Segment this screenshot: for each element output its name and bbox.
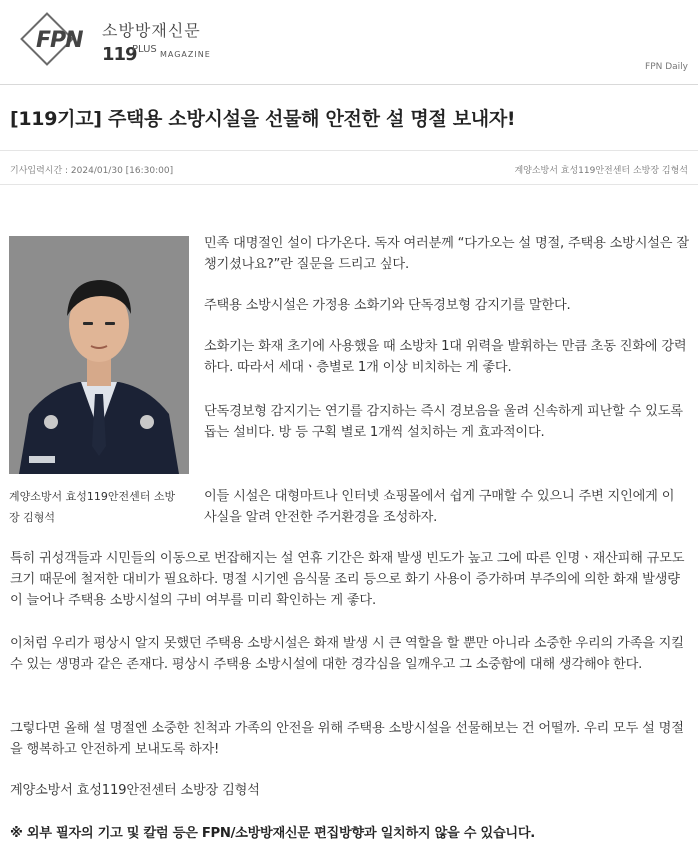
paragraph: 단독경보형 감지기는 연기를 감지하는 즉시 경보음을 울려 신속하게 피난할 수 있도록 돕는 설비다. 방 등 구획 별로 1개씩 설치하는 게 효과적이다. [204,404,683,440]
author-photo [9,236,189,474]
article-byline: 계양소방서 효성119안전센터 소방장 김형석 [514,166,688,176]
brand-magazine: MAGAZINE [160,50,211,59]
photo-caption: 계양소방서 효성119안전센터 소방장 김형석 [9,490,176,524]
divider [0,184,698,185]
brand-plus: PLUS [132,44,157,55]
paragraph: 소화기는 화재 초기에 사용했을 때 소방차 1대 위력을 발휘하는 만큼 초동 진화에 강력하다. 따라서 세대ㆍ층별로 1개 이상 비치하는 게 좋다. [204,339,687,375]
author-portrait-icon [9,236,189,474]
site-header [0,0,698,85]
author-signature: 계양소방서 효성119안전센터 소방장 김형석 [10,783,260,798]
article-title: [119기고] 주택용 소방시설을 선물해 안전한 설 명절 보내자! [10,108,516,130]
site-logo[interactable] [24,14,214,70]
disclaimer: ※ 외부 필자의 기고 및 칼럼 등은 FPN/소방방재신문 편집방향과 일치하지 않을 수 있습니다. [10,826,535,841]
paragraph: 민족 대명절인 설이 다가온다. 독자 여러분께 “다가오는 설 명절, 주택용 소방시설은 잘 챙기셨나요?”란 질문을 드리고 싶다. [204,236,689,272]
divider [0,150,698,151]
paragraph: 주택용 소방시설은 가정용 소화기와 단독경보형 감지기를 말한다. [204,298,571,313]
paragraph: 그렇다면 올해 설 명절엔 소중한 친척과 가족의 안전을 위해 주택용 소방시설을 선물해보는 건 어떨까. 우리 모두 설 명절을 행복하고 안전하게 보내도록 하자! [10,721,684,757]
paragraph: 특히 귀성객들과 시민들의 이동으로 번잡해지는 설 연휴 기간은 화재 발생 빈도가 높고 그에 따른 인명ㆍ재산피해 규모도 크기 때문에 철저한 대비가 필요하다. 명절 시기엔 음식물 조리 등으로 화기 사용이 증가하며 부주의에 의한 화재 발생량이 늘어나 주택용 소방시설의 구비 여부를 미리 확인하는 게 좋다. [10,551,685,608]
paragraph: 이들 시설은 대형마트나 인터넷 쇼핑몰에서 쉽게 구매할 수 있으니 주변 지인에게 이 사실을 알려 안전한 주거환경을 조성하자. [204,489,675,525]
paragraph: 이처럼 우리가 평상시 알지 못했던 주택용 소방시설은 화재 발생 시 큰 역할을 할 뿐만 아니라 소중한 우리의 가족을 지킬 수 있는 생명과 같은 존재다. 평상시 주택용 소방시설에 대한 경각심을 일깨우고 그 소중함에 대해 생각해야 한다. [10,636,684,672]
brand-119: 119 [102,44,137,65]
daily-label: FPN Daily [645,62,688,72]
brand-korean-name: 소방방재신문 [102,21,201,40]
logo-fpn-text: FPN [36,28,83,53]
article-meta: 기사입력시간 : 2024/01/30 [16:30:00] [10,166,174,176]
